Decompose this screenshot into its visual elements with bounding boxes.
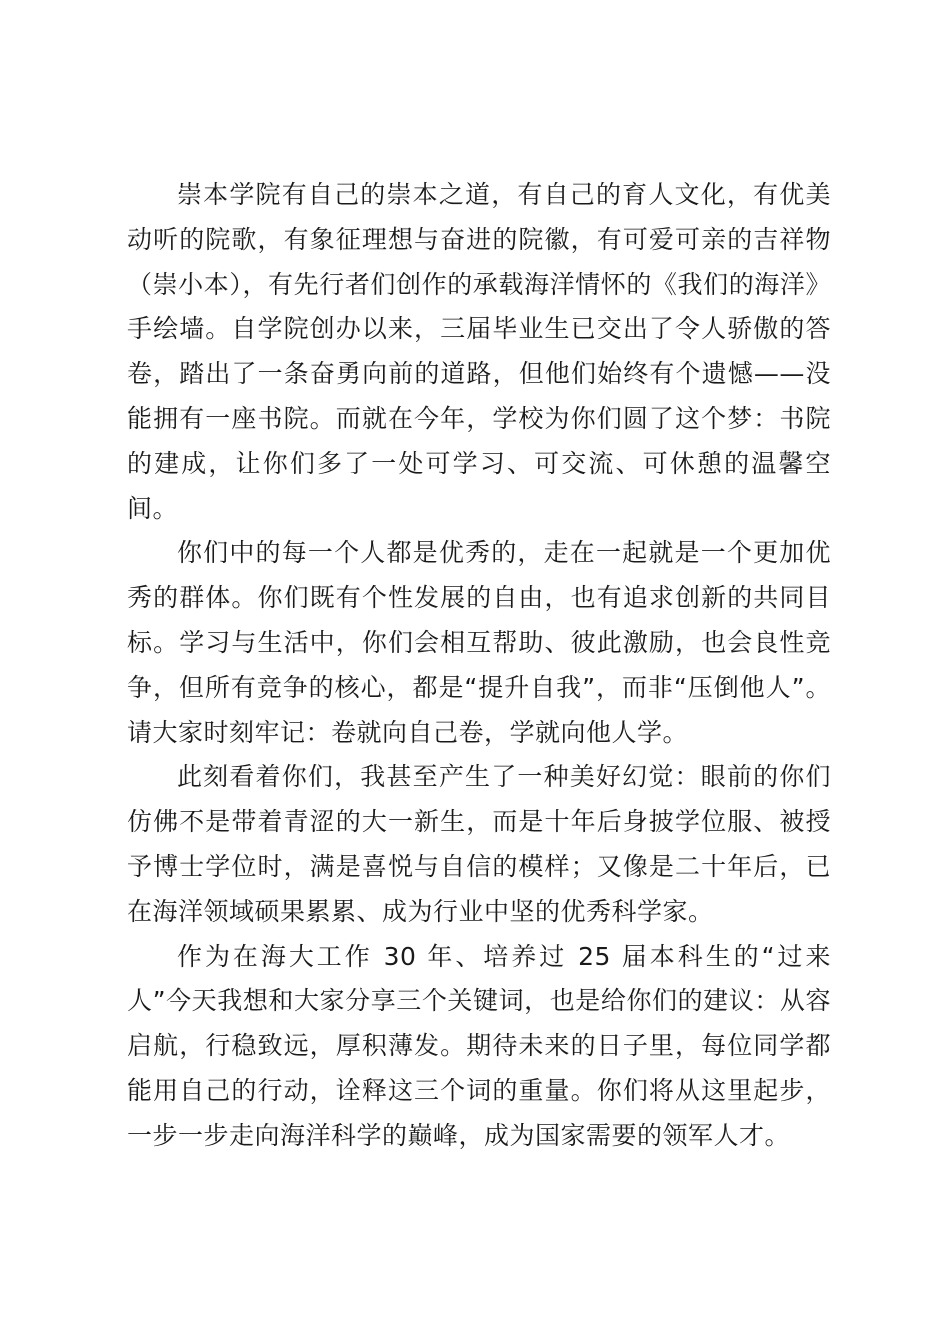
- paragraph-3: 此刻看着你们，我甚至产生了一种美好幻觉：眼前的你们仿佛不是带着青涩的大一新生，而是十年后身披学位服、被授予博士学位时，满是喜悦与自信的模样；又像是二十年后，已在海洋领域硕果累累、成为行业中坚的优秀科学家。: [127, 762, 831, 926]
- paragraph-4: 作为在海大工作 30 年、培养过 25 届本科生的“过来人”今天我想和大家分享三个关键词，也是给你们的建议：从容启航，行稳致远，厚积薄发。期待未来的日子里，每位同学都能用自己的行动，诠释这三个词的重量。你们将从这里起步，一步一步走向海洋科学的巅峰，成为国家需要的领军人才。: [127, 941, 831, 1150]
- paragraph-2: 你们中的每一个人都是优秀的，走在一起就是一个更加优秀的群体。你们既有个性发展的自由，也有追求创新的共同目标。学习与生活中，你们会相互帮助、彼此激励，也会良性竞争，但所有竞争的核心，都是“提升自我”，而非“压倒他人”。请大家时刻牢记：卷就向自己卷，学就向他人学。: [127, 538, 831, 747]
- document-body: [127, 173, 831, 1159]
- paragraph-1: 崇本学院有自己的崇本之道，有自己的育人文化，有优美动听的院歌，有象征理想与奋进的院徽，有可爱可亲的吉祥物（崇小本），有先行者们创作的承载海洋情怀的《我们的海洋》手绘墙。自学院创办以来，三届毕业生已交出了令人骄傲的答卷，踏出了一条奋勇向前的道路，但他们始终有个遗憾——没能拥有一座书院。而就在今年，学校为你们圆了这个梦：书院的建成，让你们多了一处可学习、可交流、可休憩的温馨空间。: [127, 180, 831, 523]
